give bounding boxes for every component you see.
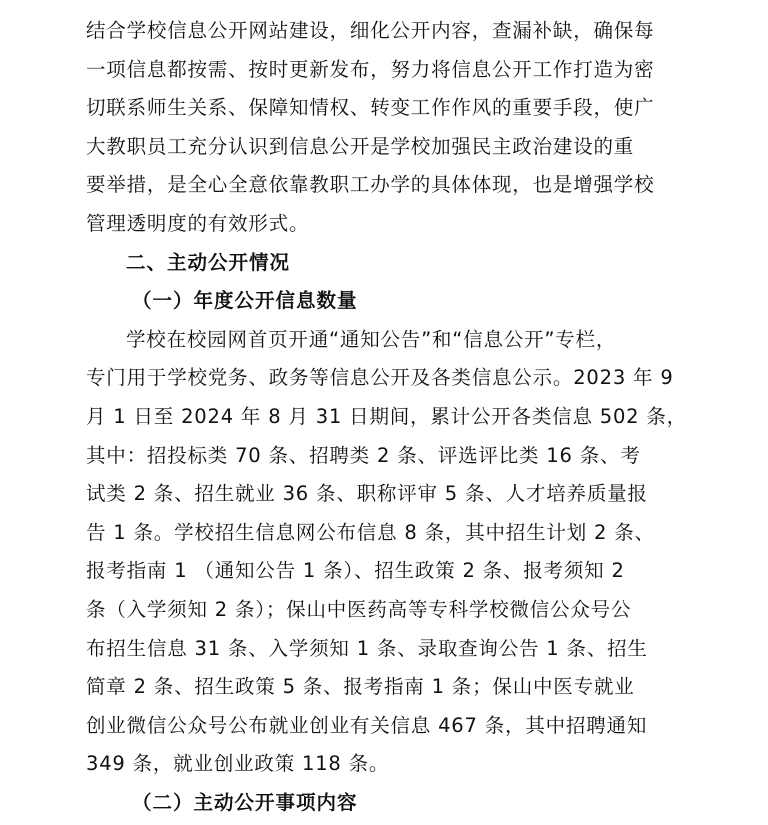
paragraph-1-line-2: 一项信息都按需、按时更新发布，努力将信息公开工作打造为密 <box>86 57 655 81</box>
paragraph-2-line-7: 报考指南 1 （通知公告 1 条）、招生政策 2 条、报考须知 2 <box>86 559 625 583</box>
document-body <box>86 12 686 822</box>
paragraph-2-line-3: 月 1 日至 2024 年 8 月 31 日期间，累计公开各类信息 502 条， <box>86 404 687 428</box>
paragraph-2-line-5: 试类 2 条、招生就业 36 条、职称评审 5 条、人才培养质量报 <box>86 482 648 506</box>
paragraph-2-line-4: 其中：招投标类 70 条、招聘类 2 条、评选评比类 16 条、考 <box>86 443 641 467</box>
paragraph-1-line-3: 切联系师生关系、保障知情权、转变工作作风的重要手段，使广 <box>86 96 655 120</box>
paragraph-2-line-1: 学校在校园网首页开通“通知公告”和“信息公开”专栏， <box>126 327 617 351</box>
subsection-heading-2: （二）主动公开事项内容 <box>132 790 358 814</box>
paragraph-2-line-6: 告 1 条。学校招生信息网公布信息 8 条，其中招生计划 2 条、 <box>86 520 655 544</box>
paragraph-1-line-6: 管理透明度的有效形式。 <box>86 211 310 235</box>
paragraph-2-line-8: 条（入学须知 2 条）；保山中医药高等专科学校微信公众号公 <box>86 597 632 621</box>
section-heading: 二、主动公开情况 <box>126 250 291 274</box>
paragraph-1-line-1: 结合学校信息公开网站建设，细化公开内容，查漏补缺，确保每 <box>86 19 655 42</box>
paragraph-2-line-11: 创业微信公众号公布就业创业有关信息 467 条，其中招聘通知 <box>86 713 648 737</box>
paragraph-2-line-9: 布招生信息 31 条、入学须知 1 条、录取查询公告 1 条、招生 <box>86 636 648 660</box>
paragraph-2-line-2: 专门用于学校党务、政务等信息公开及各类信息公示。2023 年 9 <box>86 366 674 390</box>
paragraph-2-line-10: 简章 2 条、招生政策 5 条、报考指南 1 条；保山中医专就业 <box>86 675 635 699</box>
paragraph-2-line-12: 349 条，就业创业政策 118 条。 <box>86 752 390 776</box>
paragraph-1-line-4: 大教职员工充分认识到信息公开是学校加强民主政治建设的重 <box>86 134 635 158</box>
subsection-heading-1: （一）年度公开信息数量 <box>132 289 358 313</box>
paragraph-1-line-5: 要举措，是全心全意依靠教职工办学的具体体现，也是增强学校 <box>86 173 655 197</box>
